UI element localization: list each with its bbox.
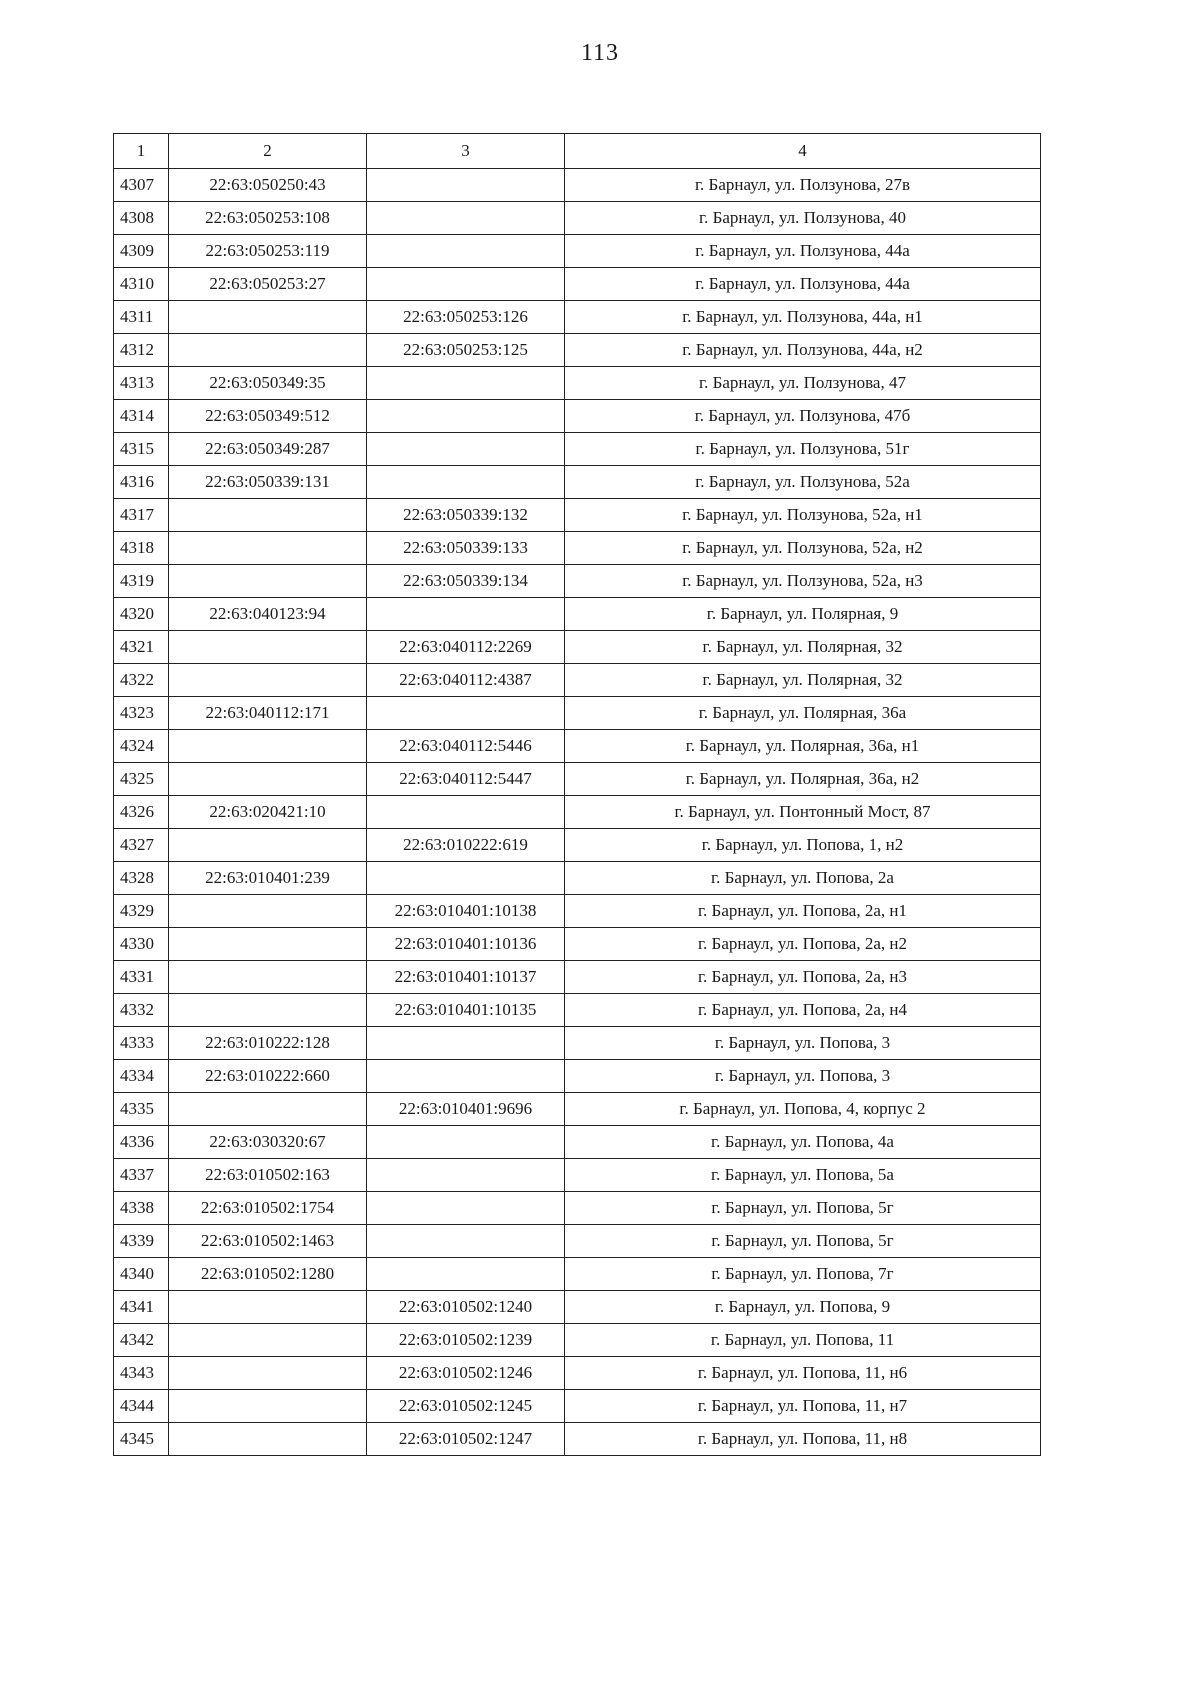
page-number: 113 (580, 40, 620, 66)
address: г. Барнаул, ул. Ползунова, 44а, н1 (565, 301, 1041, 334)
cadastral-number-col3: 22:63:010502:1240 (367, 1291, 565, 1324)
cadastral-number-col3 (367, 1126, 565, 1159)
cadastral-number-col3 (367, 862, 565, 895)
cadastral-number-col2: 22:63:010502:163 (169, 1159, 367, 1192)
table-row (114, 202, 1041, 235)
row-number: 4341 (114, 1291, 169, 1324)
cadastral-number-col3: 22:63:010502:1246 (367, 1357, 565, 1390)
row-number: 4329 (114, 895, 169, 928)
cadastral-number-col2: 22:63:010401:239 (169, 862, 367, 895)
cadastral-number-col2: 22:63:010502:1280 (169, 1258, 367, 1291)
row-number: 4317 (114, 499, 169, 532)
row-number: 4331 (114, 961, 169, 994)
address: г. Барнаул, ул. Попова, 1, н2 (565, 829, 1041, 862)
cadastral-number-col2 (169, 994, 367, 1027)
table-row (114, 1225, 1041, 1258)
address: г. Барнаул, ул. Полярная, 32 (565, 631, 1041, 664)
header-row (114, 134, 1041, 169)
address: г. Барнаул, ул. Попова, 7г (565, 1258, 1041, 1291)
cadastral-number-col3 (367, 1060, 565, 1093)
cadastral-number-col2 (169, 928, 367, 961)
table-row (114, 862, 1041, 895)
table-row (114, 1060, 1041, 1093)
row-number: 4327 (114, 829, 169, 862)
cadastral-number-col3: 22:63:010502:1239 (367, 1324, 565, 1357)
cadastral-number-col2 (169, 1093, 367, 1126)
cadastral-number-col3 (367, 598, 565, 631)
cadastral-number-col3: 22:63:010401:10138 (367, 895, 565, 928)
address: г. Барнаул, ул. Попова, 2а, н4 (565, 994, 1041, 1027)
cadastral-number-col3: 22:63:040112:5447 (367, 763, 565, 796)
row-number: 4343 (114, 1357, 169, 1390)
address: г. Барнаул, ул. Ползунова, 40 (565, 202, 1041, 235)
cadastral-number-col3 (367, 235, 565, 268)
cadastral-number-col2: 22:63:050250:43 (169, 169, 367, 202)
cadastral-number-col3: 22:63:050253:126 (367, 301, 565, 334)
row-number: 4313 (114, 367, 169, 400)
cadastral-number-col2 (169, 1423, 367, 1456)
table-row (114, 466, 1041, 499)
column-header-3: 3 (367, 134, 565, 169)
address: г. Барнаул, ул. Полярная, 36а (565, 697, 1041, 730)
cadastral-number-col3 (367, 1027, 565, 1060)
row-number: 4320 (114, 598, 169, 631)
cadastral-number-col2: 22:63:050349:287 (169, 433, 367, 466)
table-row (114, 1390, 1041, 1423)
row-number: 4315 (114, 433, 169, 466)
row-number: 4345 (114, 1423, 169, 1456)
address: г. Барнаул, ул. Полярная, 36а, н2 (565, 763, 1041, 796)
row-number: 4332 (114, 994, 169, 1027)
address: г. Барнаул, ул. Ползунова, 47 (565, 367, 1041, 400)
table-row (114, 928, 1041, 961)
address: г. Барнаул, ул. Ползунова, 52а, н1 (565, 499, 1041, 532)
row-number: 4334 (114, 1060, 169, 1093)
address: г. Барнаул, ул. Попова, 4а (565, 1126, 1041, 1159)
table-row (114, 367, 1041, 400)
row-number: 4324 (114, 730, 169, 763)
address: г. Барнаул, ул. Попова, 4, корпус 2 (565, 1093, 1041, 1126)
cadastral-number-col2: 22:63:010502:1754 (169, 1192, 367, 1225)
table-row (114, 697, 1041, 730)
table-row (114, 598, 1041, 631)
cadastral-number-col2 (169, 829, 367, 862)
table-row (114, 235, 1041, 268)
row-number: 4342 (114, 1324, 169, 1357)
column-header-1: 1 (114, 134, 169, 169)
row-number: 4310 (114, 268, 169, 301)
row-number: 4319 (114, 565, 169, 598)
address: г. Барнаул, ул. Попова, 11 (565, 1324, 1041, 1357)
cadastral-number-col2 (169, 1357, 367, 1390)
table-row (114, 1126, 1041, 1159)
row-number: 4339 (114, 1225, 169, 1258)
address: г. Барнаул, ул. Ползунова, 44а, н2 (565, 334, 1041, 367)
cadastral-number-col2: 22:63:010222:128 (169, 1027, 367, 1060)
address: г. Барнаул, ул. Ползунова, 44а (565, 268, 1041, 301)
cadastral-number-col2 (169, 1324, 367, 1357)
table-row (114, 1357, 1041, 1390)
cadastral-number-col2: 22:63:010222:660 (169, 1060, 367, 1093)
column-header-4: 4 (565, 134, 1041, 169)
table-row (114, 961, 1041, 994)
row-number: 4333 (114, 1027, 169, 1060)
cadastral-number-col2: 22:63:050349:512 (169, 400, 367, 433)
cadastral-number-col2 (169, 565, 367, 598)
cadastral-number-col3 (367, 1159, 565, 1192)
table-row (114, 334, 1041, 367)
cadastral-number-col2 (169, 763, 367, 796)
row-number: 4337 (114, 1159, 169, 1192)
cadastral-number-col2 (169, 730, 367, 763)
address: г. Барнаул, ул. Попова, 9 (565, 1291, 1041, 1324)
address: г. Барнаул, ул. Попова, 2а, н3 (565, 961, 1041, 994)
table-row (114, 1258, 1041, 1291)
cadastral-number-col3 (367, 1258, 565, 1291)
cadastral-number-col3: 22:63:010401:10137 (367, 961, 565, 994)
cadastral-number-col3 (367, 202, 565, 235)
cadastral-number-col2: 22:63:040123:94 (169, 598, 367, 631)
address: г. Барнаул, ул. Попова, 2а, н1 (565, 895, 1041, 928)
address: г. Барнаул, ул. Полярная, 36а, н1 (565, 730, 1041, 763)
cadastral-number-col2: 22:63:030320:67 (169, 1126, 367, 1159)
cadastral-number-col3: 22:63:010502:1247 (367, 1423, 565, 1456)
cadastral-number-col2: 22:63:050253:27 (169, 268, 367, 301)
cadastral-number-col3: 22:63:040112:4387 (367, 664, 565, 697)
table-row (114, 1159, 1041, 1192)
address: г. Барнаул, ул. Попова, 3 (565, 1027, 1041, 1060)
cadastral-number-col3: 22:63:010222:619 (367, 829, 565, 862)
cadastral-number-col2 (169, 1291, 367, 1324)
cadastral-number-col2: 22:63:010502:1463 (169, 1225, 367, 1258)
table-row (114, 1027, 1041, 1060)
address: г. Барнаул, ул. Ползунова, 51г (565, 433, 1041, 466)
table-row (114, 1324, 1041, 1357)
table-row (114, 169, 1041, 202)
address: г. Барнаул, ул. Полярная, 32 (565, 664, 1041, 697)
address: г. Барнаул, ул. Понтонный Мост, 87 (565, 796, 1041, 829)
cadastral-number-col2: 22:63:050253:119 (169, 235, 367, 268)
row-number: 4314 (114, 400, 169, 433)
cadastral-number-col3: 22:63:050339:133 (367, 532, 565, 565)
cadastral-number-col2 (169, 334, 367, 367)
cadastral-number-col3: 22:63:050339:134 (367, 565, 565, 598)
row-number: 4328 (114, 862, 169, 895)
table-row (114, 565, 1041, 598)
cadastral-number-col2: 22:63:040112:171 (169, 697, 367, 730)
row-number: 4318 (114, 532, 169, 565)
row-number: 4312 (114, 334, 169, 367)
cadastral-number-col3 (367, 1192, 565, 1225)
cadastral-number-col3: 22:63:010401:10135 (367, 994, 565, 1027)
cadastral-number-col2: 22:63:050253:108 (169, 202, 367, 235)
address: г. Барнаул, ул. Попова, 2а, н2 (565, 928, 1041, 961)
table-row (114, 730, 1041, 763)
address: г. Барнаул, ул. Попова, 5г (565, 1225, 1041, 1258)
cadastral-number-col2 (169, 499, 367, 532)
cadastral-number-col3: 22:63:010401:9696 (367, 1093, 565, 1126)
cadastral-number-col2: 22:63:020421:10 (169, 796, 367, 829)
cadastral-number-col2 (169, 301, 367, 334)
address: г. Барнаул, ул. Ползунова, 52а, н3 (565, 565, 1041, 598)
row-number: 4340 (114, 1258, 169, 1291)
cadastral-number-col2 (169, 532, 367, 565)
address: г. Барнаул, ул. Ползунова, 52а (565, 466, 1041, 499)
cadastral-number-col3 (367, 466, 565, 499)
table-header (114, 134, 1041, 169)
address: г. Барнаул, ул. Попова, 2а (565, 862, 1041, 895)
table-body (114, 169, 1041, 1456)
registry-table (113, 133, 1041, 1456)
table-row (114, 763, 1041, 796)
table-row (114, 1093, 1041, 1126)
table-row (114, 895, 1041, 928)
cadastral-number-col3 (367, 169, 565, 202)
row-number: 4330 (114, 928, 169, 961)
row-number: 4308 (114, 202, 169, 235)
address: г. Барнаул, ул. Ползунова, 27в (565, 169, 1041, 202)
table-row (114, 532, 1041, 565)
cadastral-number-col2 (169, 961, 367, 994)
cadastral-number-col3 (367, 400, 565, 433)
address: г. Барнаул, ул. Ползунова, 52а, н2 (565, 532, 1041, 565)
row-number: 4309 (114, 235, 169, 268)
row-number: 4311 (114, 301, 169, 334)
table-row (114, 631, 1041, 664)
address: г. Барнаул, ул. Попова, 11, н7 (565, 1390, 1041, 1423)
cadastral-number-col3 (367, 433, 565, 466)
row-number: 4316 (114, 466, 169, 499)
cadastral-number-col3 (367, 1225, 565, 1258)
cadastral-number-col2 (169, 895, 367, 928)
address: г. Барнаул, ул. Ползунова, 47б (565, 400, 1041, 433)
cadastral-number-col2: 22:63:050349:35 (169, 367, 367, 400)
row-number: 4336 (114, 1126, 169, 1159)
cadastral-number-col2 (169, 1390, 367, 1423)
row-number: 4321 (114, 631, 169, 664)
address: г. Барнаул, ул. Попова, 5а (565, 1159, 1041, 1192)
address: г. Барнаул, ул. Попова, 3 (565, 1060, 1041, 1093)
address: г. Барнаул, ул. Ползунова, 44а (565, 235, 1041, 268)
row-number: 4325 (114, 763, 169, 796)
table-row (114, 1192, 1041, 1225)
table-row (114, 301, 1041, 334)
address: г. Барнаул, ул. Попова, 11, н8 (565, 1423, 1041, 1456)
cadastral-number-col3 (367, 697, 565, 730)
row-number: 4338 (114, 1192, 169, 1225)
cadastral-number-col3: 22:63:050253:125 (367, 334, 565, 367)
cadastral-number-col3 (367, 796, 565, 829)
table-row (114, 829, 1041, 862)
row-number: 4307 (114, 169, 169, 202)
table-row (114, 664, 1041, 697)
table-row (114, 994, 1041, 1027)
cadastral-number-col2: 22:63:050339:131 (169, 466, 367, 499)
cadastral-number-col3: 22:63:040112:5446 (367, 730, 565, 763)
cadastral-number-col3: 22:63:040112:2269 (367, 631, 565, 664)
row-number: 4344 (114, 1390, 169, 1423)
table-row (114, 499, 1041, 532)
cadastral-number-col2 (169, 631, 367, 664)
table-row (114, 400, 1041, 433)
table-row (114, 1423, 1041, 1456)
table-row (114, 1291, 1041, 1324)
cadastral-number-col3 (367, 367, 565, 400)
cadastral-number-col3: 22:63:010502:1245 (367, 1390, 565, 1423)
table-row (114, 268, 1041, 301)
column-header-2: 2 (169, 134, 367, 169)
table-row (114, 796, 1041, 829)
cadastral-number-col3 (367, 268, 565, 301)
cadastral-number-col2 (169, 664, 367, 697)
row-number: 4322 (114, 664, 169, 697)
address: г. Барнаул, ул. Попова, 11, н6 (565, 1357, 1041, 1390)
table-row (114, 433, 1041, 466)
row-number: 4335 (114, 1093, 169, 1126)
cadastral-number-col3: 22:63:050339:132 (367, 499, 565, 532)
cadastral-number-col3: 22:63:010401:10136 (367, 928, 565, 961)
row-number: 4323 (114, 697, 169, 730)
address: г. Барнаул, ул. Попова, 5г (565, 1192, 1041, 1225)
address: г. Барнаул, ул. Полярная, 9 (565, 598, 1041, 631)
row-number: 4326 (114, 796, 169, 829)
